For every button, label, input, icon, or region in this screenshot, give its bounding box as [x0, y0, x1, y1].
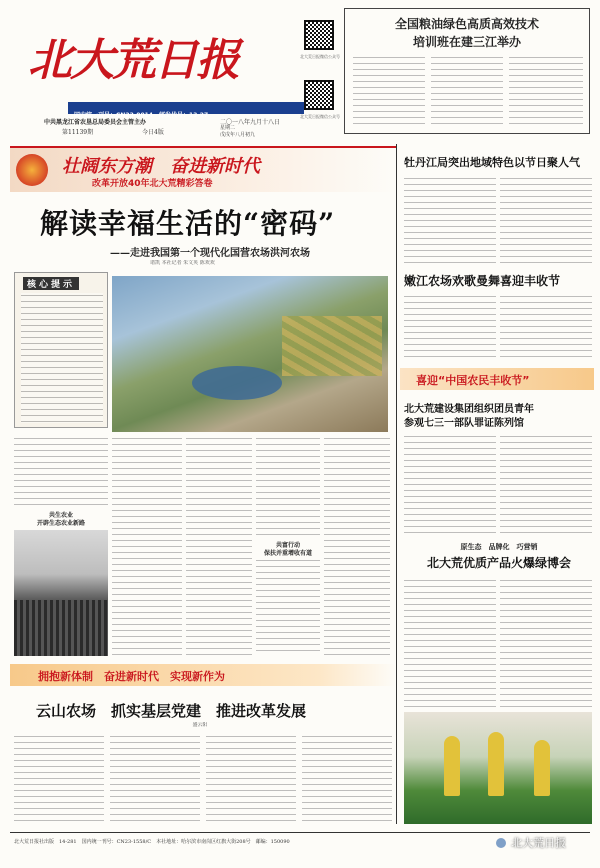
right-body-2a	[404, 294, 496, 358]
sponsor-line: 中共黑龙江省农垦总局委员会主管主办	[44, 119, 147, 126]
bottom-body-2	[110, 734, 200, 824]
lead-byline: 诸凯 本社记者 朱文英 陈欢欢	[150, 260, 215, 266]
lead-body-6	[324, 436, 390, 656]
right-body-1a	[404, 176, 496, 266]
qr-code-2	[304, 80, 334, 110]
top-right-body-3	[509, 55, 583, 129]
right-headline-1: 牡丹江局突出地域特色以节日聚人气	[404, 156, 580, 169]
lead-subtitle: ——走进我国第一个现代化国营农场洪河农场	[110, 248, 310, 259]
harvest-band-text: 喜迎“中国农民丰收节”	[416, 374, 530, 387]
right-body-1b	[500, 176, 592, 266]
qr-label-2: 北大荒日报微信公众号	[300, 114, 340, 119]
green-expo-photo	[404, 712, 592, 824]
top-right-body-2	[431, 55, 503, 129]
date-text: 二〇一八年九月十八日	[220, 119, 281, 126]
right-body-3b	[500, 434, 592, 534]
lead-title: 解读幸福生活的“密码”	[40, 207, 336, 240]
watermark	[496, 832, 592, 852]
lead-body-3	[186, 436, 252, 656]
right-body-4a	[404, 578, 496, 708]
top-right-title-1: 全国粮油绿色高质高效技术	[394, 17, 539, 31]
top-right-article	[344, 8, 590, 134]
bottom-body-3	[206, 734, 296, 824]
core-tip-box	[14, 272, 108, 428]
photo-person-3	[534, 740, 550, 796]
issue-number: 第11139期	[62, 129, 94, 136]
photo-person-1	[444, 736, 460, 796]
core-tip-tag: 核心提示	[23, 277, 79, 290]
photo-person-2	[488, 732, 504, 796]
right-body-3a	[404, 434, 496, 534]
bottom-body-4	[302, 734, 392, 824]
right-body-2b	[500, 294, 592, 358]
newspaper-logo: 北大荒日报	[28, 35, 238, 86]
qr-label-1: 北大荒日报微信公众号	[300, 54, 340, 59]
footer-text: 北大荒日报社出版 14-281 国内统一刊号：CN23-1558/C 本社地址：哈尔滨市南岗区红旗大街208号 邮编：150090	[14, 839, 290, 845]
right-headline-3b: 参观七三一部队罪证陈列馆	[404, 418, 524, 429]
banner	[10, 146, 396, 192]
lead-body-5	[256, 558, 320, 656]
photo-field	[282, 316, 382, 376]
sun-emblem	[16, 154, 48, 186]
right-kicker-4: 原生态 品牌化 巧营销	[460, 542, 538, 551]
top-right-title-2: 培训班在建三江举办	[412, 35, 521, 49]
serial-bar	[68, 102, 304, 119]
lead-body-4	[256, 436, 320, 536]
photo-crowd	[14, 600, 108, 656]
bottom-band	[10, 664, 396, 686]
bottom-band-text: 拥抱新体制 奋进新时代 实现新作为	[38, 670, 225, 683]
banner-subtitle: 改革开放40年北大荒精彩答卷	[92, 179, 213, 189]
lead-sub1: 共生农业	[48, 512, 73, 519]
bottom-body-1	[14, 734, 104, 824]
lead-body-2	[112, 436, 182, 656]
column-divider	[396, 144, 397, 824]
page-count: 今日4版	[142, 129, 164, 136]
core-tip-text	[21, 293, 103, 423]
bottom-byline: 盛云阳	[192, 722, 208, 728]
photo-lake	[192, 366, 282, 400]
lead-body-1	[14, 436, 108, 506]
weekday-text: 星期二	[220, 125, 236, 131]
farm-aerial-photo	[112, 276, 388, 432]
bottom-title: 云山农场 抓实基层党建 推进改革发展	[36, 702, 307, 720]
masthead	[14, 10, 344, 138]
serial-number: 国内统一刊号：CN23-0014 邮发代号：13-27	[74, 112, 209, 119]
top-right-body-1	[353, 55, 425, 129]
lead-sub2: 共富行动	[275, 542, 300, 549]
watermark-icon	[496, 838, 506, 848]
historic-photo	[14, 530, 108, 656]
watermark-text: 北大荒日报	[511, 836, 567, 850]
banner-title: 壮阔东方潮 奋进新时代	[62, 156, 260, 177]
lunar-date: 戊戌年八月初九	[220, 132, 256, 138]
harvest-band	[400, 368, 594, 390]
right-headline-3a: 北大荒建设集团组织团员青年	[404, 404, 534, 415]
qr-code-1	[304, 20, 334, 50]
lead-sub1b: 开辟生态农业新路	[36, 520, 85, 527]
right-body-4b	[500, 578, 592, 708]
lead-sub2b: 保扶并重增收有道	[263, 550, 312, 557]
right-headline-4: 北大荒优质产品火爆绿博会	[426, 556, 571, 570]
right-headline-2: 嫩江农场欢歌曼舞喜迎丰收节	[404, 274, 561, 288]
